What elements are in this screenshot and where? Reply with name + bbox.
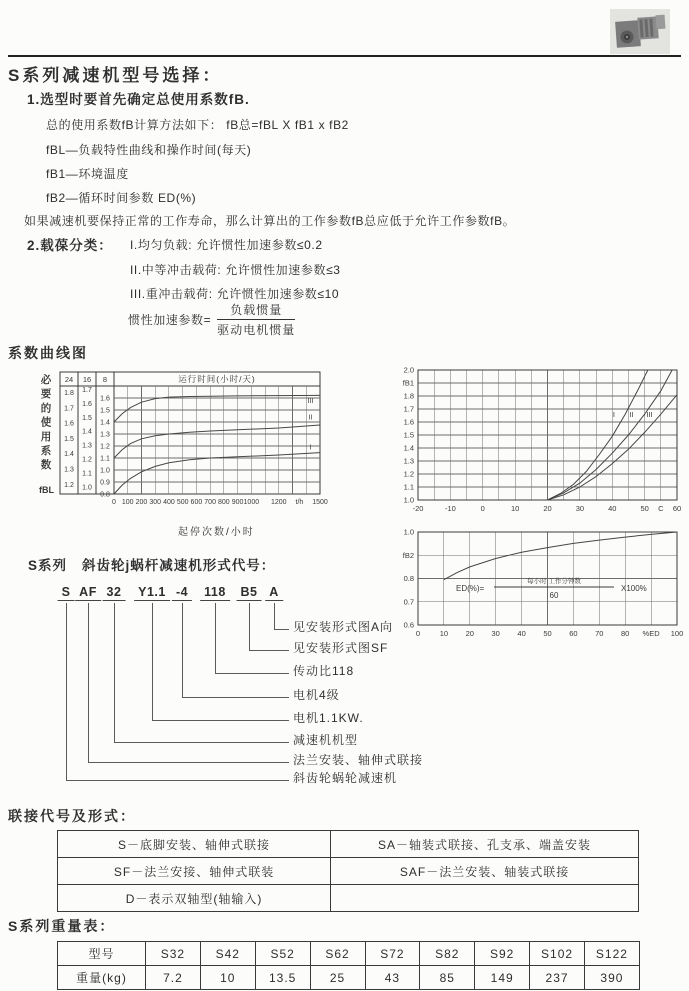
weights-header-cell: 型号 — [58, 942, 146, 966]
svg-text:1.7: 1.7 — [82, 387, 92, 394]
weights-value-row — [58, 966, 640, 990]
weights-header-cell: S82 — [420, 942, 475, 966]
svg-text:0.8: 0.8 — [100, 491, 110, 499]
svg-text:用: 用 — [40, 430, 52, 443]
weights-value-cell: 7.2 — [146, 966, 201, 990]
svg-text:0.6: 0.6 — [403, 620, 414, 630]
top-rule — [8, 55, 681, 57]
svg-text:60: 60 — [549, 591, 559, 600]
svg-text:%ED: %ED — [642, 629, 660, 638]
fbl-chart-svg — [38, 365, 332, 513]
connection-table-body — [58, 831, 639, 912]
svg-text:300: 300 — [149, 499, 162, 506]
svg-text:1200: 1200 — [271, 499, 287, 506]
model-code-label: 电机1.1KW. — [293, 711, 364, 725]
weights-value-cell: 25 — [310, 966, 365, 990]
connection-table-cell: SA－轴装式联接、孔支承、端盖安装 — [331, 831, 639, 858]
svg-text:1000: 1000 — [243, 499, 260, 506]
svg-text:1.0: 1.0 — [100, 467, 110, 475]
svg-text:1.5: 1.5 — [64, 435, 74, 443]
svg-text:1.4: 1.4 — [64, 451, 74, 459]
svg-text:400: 400 — [163, 499, 175, 506]
svg-text:1.2: 1.2 — [100, 443, 110, 451]
svg-text:30: 30 — [491, 629, 500, 638]
svg-text:24: 24 — [64, 375, 74, 384]
svg-text:数: 数 — [40, 459, 52, 472]
svg-text:I: I — [612, 409, 615, 419]
model-code-label: 见安装形式图SF — [293, 641, 389, 655]
svg-text:100: 100 — [670, 629, 684, 638]
connection-table-cell: D－表示双轴型(轴输入) — [58, 885, 331, 912]
fb1-definition: fB1—环境温度 — [46, 167, 129, 181]
connection-table-row — [58, 831, 639, 858]
section1-heading: 1.选型时要首先确定总使用系数fB. — [27, 92, 250, 107]
svg-text:60: 60 — [569, 629, 578, 638]
svg-text:1.2: 1.2 — [64, 481, 74, 489]
svg-text:0.8: 0.8 — [403, 574, 414, 583]
svg-text:1.4: 1.4 — [403, 443, 414, 453]
weights-header-cell: S42 — [200, 942, 255, 966]
svg-text:必: 必 — [40, 374, 52, 386]
weights-heading: S系列重量表： — [8, 918, 116, 934]
weights-table — [57, 941, 640, 990]
svg-text:1.3: 1.3 — [100, 431, 110, 439]
svg-text:100: 100 — [121, 499, 134, 506]
svg-text:30: 30 — [575, 504, 585, 513]
svg-text:20: 20 — [543, 504, 552, 513]
weights-header-cell: S102 — [530, 942, 585, 966]
svg-text:1.6: 1.6 — [64, 420, 74, 428]
load-class-3: III.重冲击载荷: 允许惯性加速参数≤10 — [130, 287, 340, 301]
svg-text:1.5: 1.5 — [100, 407, 110, 415]
model-code-segment: 118 — [200, 585, 230, 601]
svg-text:C: C — [658, 504, 664, 513]
weights-value-cell: 13.5 — [255, 966, 310, 990]
svg-text:1.5: 1.5 — [82, 414, 92, 422]
svg-text:t/h: t/h — [295, 499, 304, 506]
model-code-segment: -4 — [172, 585, 192, 601]
page-title: S系列减速机型号选择： — [8, 66, 223, 85]
svg-text:60: 60 — [672, 504, 682, 513]
inertia-formula-lhs: 惯性加速参数= — [128, 313, 212, 327]
svg-text:1.8: 1.8 — [403, 391, 414, 401]
svg-text:1.4: 1.4 — [82, 428, 92, 436]
model-code-label: 见安装形式图A向 — [293, 620, 394, 634]
svg-text:要: 要 — [40, 388, 52, 401]
svg-text:0.7: 0.7 — [403, 597, 414, 607]
model-code-segment: A — [265, 585, 283, 601]
svg-text:I: I — [309, 444, 312, 452]
svg-text:fBL: fBL — [39, 485, 54, 495]
svg-text:1.6: 1.6 — [403, 417, 414, 427]
svg-text:1.8: 1.8 — [64, 390, 74, 397]
svg-text:1.1: 1.1 — [100, 455, 110, 463]
connection-table-row — [58, 858, 639, 885]
svg-text:200: 200 — [135, 499, 148, 506]
svg-text:50: 50 — [640, 504, 649, 513]
weights-value-cell: 237 — [530, 966, 585, 990]
load-class-1: I.均匀负载: 允许惯性加速参数≤0.2 — [130, 238, 323, 252]
model-code-label: 斜齿轮蜗轮减速机 — [293, 771, 398, 785]
section1-note: 如果减速机要保持正常的工作寿命，那么计算出的工作参数fB总应低于允许工作参数fB。 — [24, 214, 516, 228]
model-code-series: S系列 — [28, 558, 68, 573]
svg-text:1.1: 1.1 — [403, 482, 414, 492]
svg-text:600: 600 — [190, 499, 203, 506]
svg-text:50: 50 — [543, 629, 552, 638]
svg-text:8: 8 — [102, 375, 108, 384]
fb2-definition: fB2—循环时间参数 ED(%) — [46, 191, 197, 205]
svg-text:0: 0 — [415, 629, 421, 638]
curves-heading: 系数曲线图 — [8, 345, 88, 361]
svg-text:每小时 工作分钟数: 每小时 工作分钟数 — [527, 578, 581, 585]
svg-text:-20: -20 — [412, 504, 424, 513]
svg-text:1.0: 1.0 — [403, 495, 414, 505]
weights-value-cell: 重量(kg) — [58, 966, 146, 990]
svg-text:80: 80 — [621, 629, 630, 638]
svg-text:20: 20 — [465, 629, 474, 638]
svg-text:1.6: 1.6 — [100, 395, 110, 403]
weights-header-cell: S92 — [475, 942, 530, 966]
svg-text:2.0: 2.0 — [403, 365, 414, 375]
svg-text:1.3: 1.3 — [82, 442, 92, 450]
svg-text:-10: -10 — [444, 504, 456, 513]
svg-text:1.7: 1.7 — [64, 405, 74, 413]
weights-value-cell: 85 — [420, 966, 475, 990]
connection-table-cell: S－底脚安装、轴伸式联接 — [58, 831, 331, 858]
svg-text:900: 900 — [231, 499, 244, 506]
connection-table-cell: SF－法兰安接、轴伸式联装 — [58, 858, 331, 885]
section2-heading: 2.载葆分类： — [27, 238, 113, 253]
inertia-formula — [128, 301, 295, 338]
svg-text:1.6: 1.6 — [82, 400, 92, 408]
svg-text:II: II — [308, 414, 313, 422]
model-code-connector — [274, 603, 289, 630]
weights-value-cell: 43 — [365, 966, 420, 990]
inertia-formula-numerator: 负载惯量 — [217, 301, 295, 320]
svg-text:800: 800 — [218, 499, 230, 506]
load-class-2: II.中等冲击载荷: 允许惯性加速参数≤3 — [130, 263, 341, 277]
model-code-segment: Y1.1 — [134, 585, 170, 601]
weights-value-cell: 390 — [585, 966, 640, 990]
svg-text:40: 40 — [517, 629, 526, 638]
svg-text:X100%: X100% — [621, 584, 647, 593]
svg-text:的: 的 — [40, 402, 52, 415]
model-code-label: 减速机机型 — [293, 733, 359, 747]
weights-value-cell: 149 — [475, 966, 530, 990]
model-code-segment: AF — [75, 585, 101, 601]
connection-table-row — [58, 885, 639, 912]
svg-text:1.0: 1.0 — [403, 527, 414, 537]
svg-text:10: 10 — [439, 629, 449, 638]
svg-text:使: 使 — [40, 416, 52, 429]
svg-text:10: 10 — [510, 504, 520, 513]
weights-value-cell: 10 — [200, 966, 255, 990]
connection-table-cell — [331, 885, 639, 912]
svg-text:1.0: 1.0 — [82, 484, 92, 492]
inertia-formula-fraction — [217, 301, 295, 338]
svg-text:1.2: 1.2 — [82, 456, 92, 464]
svg-text:1.3: 1.3 — [403, 456, 414, 466]
svg-text:500: 500 — [176, 499, 189, 506]
svg-text:700: 700 — [204, 499, 216, 506]
svg-text:1.4: 1.4 — [100, 419, 110, 427]
svg-text:1500: 1500 — [312, 499, 328, 506]
svg-text:0: 0 — [480, 504, 485, 513]
gearmotor-photo — [610, 9, 670, 54]
svg-text:III: III — [646, 409, 653, 419]
model-code-label: 法兰安装、轴伸式联接 — [293, 753, 424, 767]
fbl-definition: fBL—负载特性曲线和操作时间(每天) — [46, 143, 252, 157]
svg-text:fB1: fB1 — [402, 378, 414, 388]
svg-text:ED(%)=: ED(%)= — [456, 584, 485, 593]
svg-text:1.2: 1.2 — [403, 469, 414, 479]
svg-text:0.9: 0.9 — [100, 479, 110, 487]
svg-text:系: 系 — [40, 445, 52, 457]
gearmotor-image — [610, 9, 670, 54]
fb1-chart-svg — [390, 358, 689, 516]
svg-text:fB2: fB2 — [402, 550, 414, 560]
fb-total-formula-line: 总的使用系数fB计算方法如下： fB总=fBL X fB1 x fB2 — [46, 118, 349, 132]
svg-text:1.7: 1.7 — [403, 404, 414, 414]
fbl-chart-xlabel: 起停次数/小时 — [178, 527, 255, 538]
weights-header-row — [58, 942, 640, 966]
svg-text:II: II — [629, 409, 634, 419]
inertia-formula-denominator: 驱动电机惯量 — [217, 323, 296, 337]
svg-text:40: 40 — [608, 504, 617, 513]
weights-header-cell: S32 — [146, 942, 201, 966]
svg-text:1.1: 1.1 — [82, 470, 92, 478]
model-code-segment: S — [58, 585, 75, 601]
model-code-label: 电机4级 — [293, 688, 340, 702]
model-code-heading: 斜齿轮j蜗杆减速机形式代号： — [82, 558, 276, 573]
svg-text:III: III — [307, 397, 314, 405]
weights-header-cell: S62 — [310, 942, 365, 966]
svg-text:1.3: 1.3 — [64, 466, 74, 474]
model-code-label: 传动比118 — [293, 664, 355, 678]
model-code-segment: B5 — [237, 585, 262, 601]
connection-heading: 联接代号及形式： — [8, 808, 136, 824]
svg-text:0: 0 — [112, 499, 116, 506]
connection-table-cell: SAF－法兰安装、轴装式联接 — [331, 858, 639, 885]
svg-text:70: 70 — [595, 629, 604, 638]
svg-text:运行时间(小时/天): 运行时间(小时/天) — [178, 374, 256, 384]
fb2-chart-svg — [390, 520, 689, 644]
weights-header-cell: S72 — [365, 942, 420, 966]
weights-header-cell: S122 — [585, 942, 640, 966]
svg-text:16: 16 — [82, 375, 92, 384]
model-code-segment: 32 — [103, 585, 126, 601]
connection-table — [57, 830, 639, 912]
weights-header-cell: S52 — [255, 942, 310, 966]
weights-table-body — [58, 942, 640, 990]
svg-text:1.5: 1.5 — [403, 430, 414, 440]
